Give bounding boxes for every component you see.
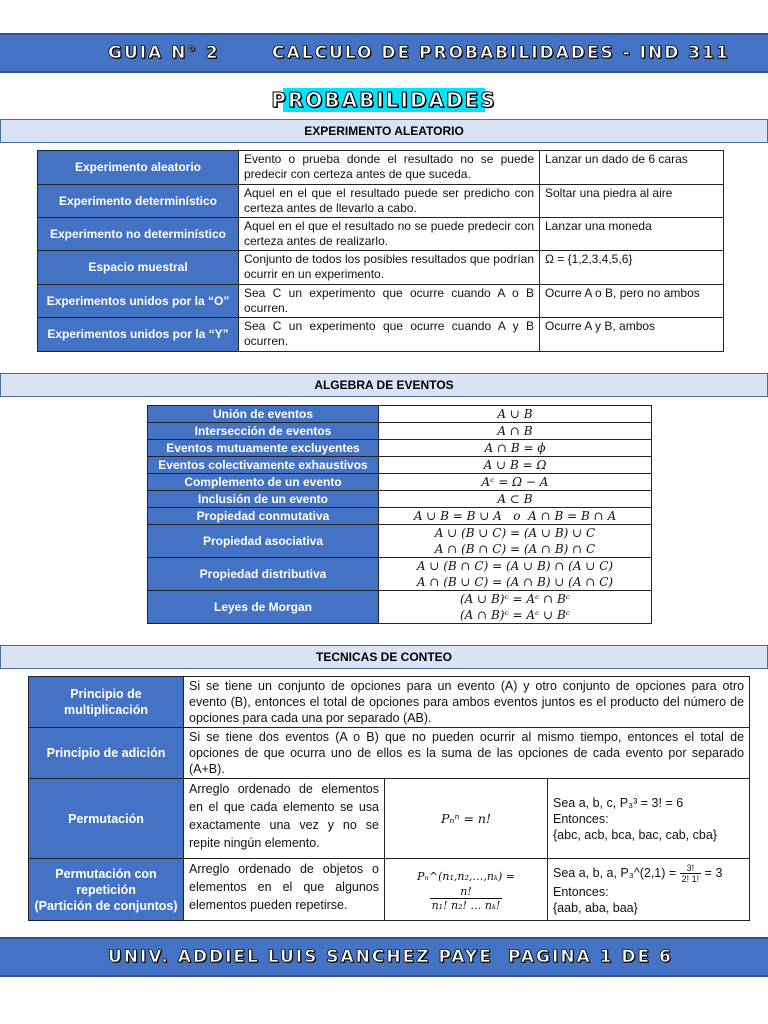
definition-cell: Aquel en el que el resultado puede ser predicho con certeza antes de llevarlo a cabo.: [239, 185, 540, 218]
term-cell: Principio de multiplicación: [29, 677, 184, 728]
footer-banner: [0, 937, 768, 977]
table-row: [148, 525, 652, 558]
table-row: [38, 285, 724, 318]
term-line: Permutación con repetición: [55, 866, 157, 897]
formula-cell: [379, 525, 652, 558]
term-line: (Partición de conjuntos): [34, 898, 178, 913]
definition-cell: Sea C un experimento que ocurre cuando A y B ocurren.: [239, 318, 540, 352]
formula-line: A ∪ (B ∩ C) = (A ∪ B) ∩ (A ∪ C): [416, 559, 614, 573]
table-row: [29, 859, 750, 921]
definition-cell: Aquel en el que el resultado no se puede predecir con certeza antes de realizarlo.: [239, 218, 540, 251]
table-row: [148, 474, 652, 491]
section-tecnicas-conteo: TECNICAS DE CONTEO: [0, 645, 768, 669]
formula-line: A ∩ (B ∩ C) = (A ∩ B) ∩ C: [434, 542, 596, 556]
section-experimento-aleatorio: EXPERIMENTO ALEATORIO: [0, 119, 768, 143]
event-name-cell: Leyes de Morgan: [148, 591, 379, 624]
table-row: [38, 251, 724, 285]
definition-cell: Arreglo ordenado de objetos o elementos en el que algunos elementos pueden repetirse.: [184, 859, 385, 921]
main-title: PROBABILIDADES: [271, 88, 497, 112]
definition-cell: Si se tiene dos eventos (A o B) que no pueden ocurrir al mismo tiempo, entonces el total de opciones de que ocurra uno de ellos es la suma de las opciones de cada evento por separado (A+B).: [184, 728, 750, 779]
table-row: [148, 558, 652, 591]
table-row: [29, 677, 750, 728]
formula-cell: [385, 859, 548, 921]
formula-cell: A ∩ B = ϕ: [379, 440, 652, 457]
table-row: [29, 728, 750, 779]
table-row: [148, 457, 652, 474]
event-name-cell: Propiedad distributiva: [148, 558, 379, 591]
example-line: Entonces:: [553, 885, 609, 899]
repetition-formula-lhs: Pₙ^(n₁,n₂,…,nₖ) =: [417, 869, 515, 883]
example-cell: Soltar una piedra al aire: [540, 185, 724, 218]
experimento-table: [37, 150, 724, 352]
term-cell: Experimento aleatorio: [38, 151, 239, 185]
term-cell: [29, 859, 184, 921]
formula-cell: [379, 591, 652, 624]
page-indicator: PAGINA 1 DE 6: [508, 947, 673, 967]
table-row: [38, 218, 724, 251]
formula-line: A ∩ (B ∪ C) = (A ∩ B) ∪ (A ∩ C): [416, 575, 614, 589]
event-name-cell: Complemento de un evento: [148, 474, 379, 491]
table-row: [148, 491, 652, 508]
example-line: Sea a, b, c, P₃³ = 3! = 6: [553, 795, 684, 810]
table-row: [148, 440, 652, 457]
event-name-cell: Propiedad asociativa: [148, 525, 379, 558]
guide-number: GUIA N° 2: [108, 43, 220, 63]
term-cell: Espacio muestral: [38, 251, 239, 285]
table-row: [38, 318, 724, 352]
event-name-cell: Propiedad conmutativa: [148, 508, 379, 525]
example-line: {abc, acb, bca, bac, cab, cba}: [553, 827, 718, 842]
example-cell: [548, 859, 750, 921]
repetition-formula-fraction: [430, 885, 503, 912]
term-cell: Principio de adición: [29, 728, 184, 779]
definition-cell: Arreglo ordenado de elementos en el que cada elemento se usa exactamente una vez y no se repite ningún elemento.: [184, 779, 385, 859]
example-cell: Lanzar un dado de 6 caras: [540, 151, 724, 185]
example-line: {aab, aba, baa}: [553, 901, 638, 915]
definition-cell: Evento o prueba donde el resultado no se puede predecir con certeza antes de que suceda.: [239, 151, 540, 185]
example-cell: Ω = {1,2,3,4,5,6}: [540, 251, 724, 285]
example-cell: [548, 779, 750, 859]
author-name: UNIV. ADDIEL LUIS SANCHEZ PAYE: [108, 947, 493, 967]
term-cell: Experimento no determinístico: [38, 218, 239, 251]
event-name-cell: Eventos colectivamente exhaustivos: [148, 457, 379, 474]
table-row: [148, 406, 652, 423]
permutation-formula: Pₙⁿ = n!: [440, 810, 492, 826]
definition-cell: Sea C un experimento que ocurre cuando A o B ocurren.: [239, 285, 540, 318]
event-name-cell: Inclusión de un evento: [148, 491, 379, 508]
fraction-denominator: n₁! n₂! … nₖ!: [431, 898, 501, 912]
term-cell: Experimentos unidos por la “O”: [38, 285, 239, 318]
formula-cell: A ∪ B = B ∪ A o A ∩ B = B ∩ A: [379, 508, 652, 525]
formula-cell: A ∪ B = Ω: [379, 457, 652, 474]
table-row: [148, 591, 652, 624]
table-row: [38, 151, 724, 185]
conteo-table: [28, 676, 750, 921]
table-row: [148, 508, 652, 525]
formula-line: (A ∩ B)ᶜ = Aᶜ ∪ Bᶜ: [459, 608, 571, 622]
table-row: [29, 779, 750, 859]
formula-cell: A ⊂ B: [379, 491, 652, 508]
algebra-table: [147, 405, 652, 624]
course-title: CALCULO DE PROBABILIDADES - IND 311: [272, 43, 730, 63]
event-name-cell: Eventos mutuamente excluyentes: [148, 440, 379, 457]
example-fraction: $\frac{3!}{2! 1!}$: [681, 863, 700, 884]
definition-cell: Conjunto de todos los posibles resultados que podrían ocurrir en un experimento.: [239, 251, 540, 285]
section-algebra-eventos: ALGEBRA DE EVENTOS: [0, 373, 768, 397]
formula-line: A ∪ (B ∪ C) = (A ∪ B) ∪ C: [434, 526, 596, 540]
fraction-numerator: n!: [430, 885, 503, 899]
example-line: Sea a, b, a, P₃^(2,1) = $\frac{3!}{2! 1!}$ = 3: [553, 863, 723, 884]
example-cell: Ocurre A y B, ambos: [540, 318, 724, 352]
example-cell: Ocurre A o B, pero no ambos: [540, 285, 724, 318]
example-line: Entonces:: [553, 811, 609, 826]
term-cell: Permutación: [29, 779, 184, 859]
formula-cell: [385, 779, 548, 859]
formula-cell: Aᶜ = Ω − A: [379, 474, 652, 491]
formula-cell: A ∩ B: [379, 423, 652, 440]
formula-cell: [379, 558, 652, 591]
term-cell: Experimentos unidos por la “Y”: [38, 318, 239, 352]
event-name-cell: Intersección de eventos: [148, 423, 379, 440]
term-cell: Experimento determinístico: [38, 185, 239, 218]
definition-cell: Si se tiene un conjunto de opciones para un evento (A) y otro conjunto de opciones para otro evento (B), entonces el total de opciones para ambos eventos juntos es el producto del número de opciones para cada una por separado (AB).: [184, 677, 750, 728]
table-row: [148, 423, 652, 440]
formula-cell: A ∪ B: [379, 406, 652, 423]
header-banner: [0, 33, 768, 73]
formula-line: (A ∪ B)ᶜ = Aᶜ ∩ Bᶜ: [459, 592, 571, 606]
event-name-cell: Unión de eventos: [148, 406, 379, 423]
table-row: [38, 185, 724, 218]
example-cell: Lanzar una moneda: [540, 218, 724, 251]
